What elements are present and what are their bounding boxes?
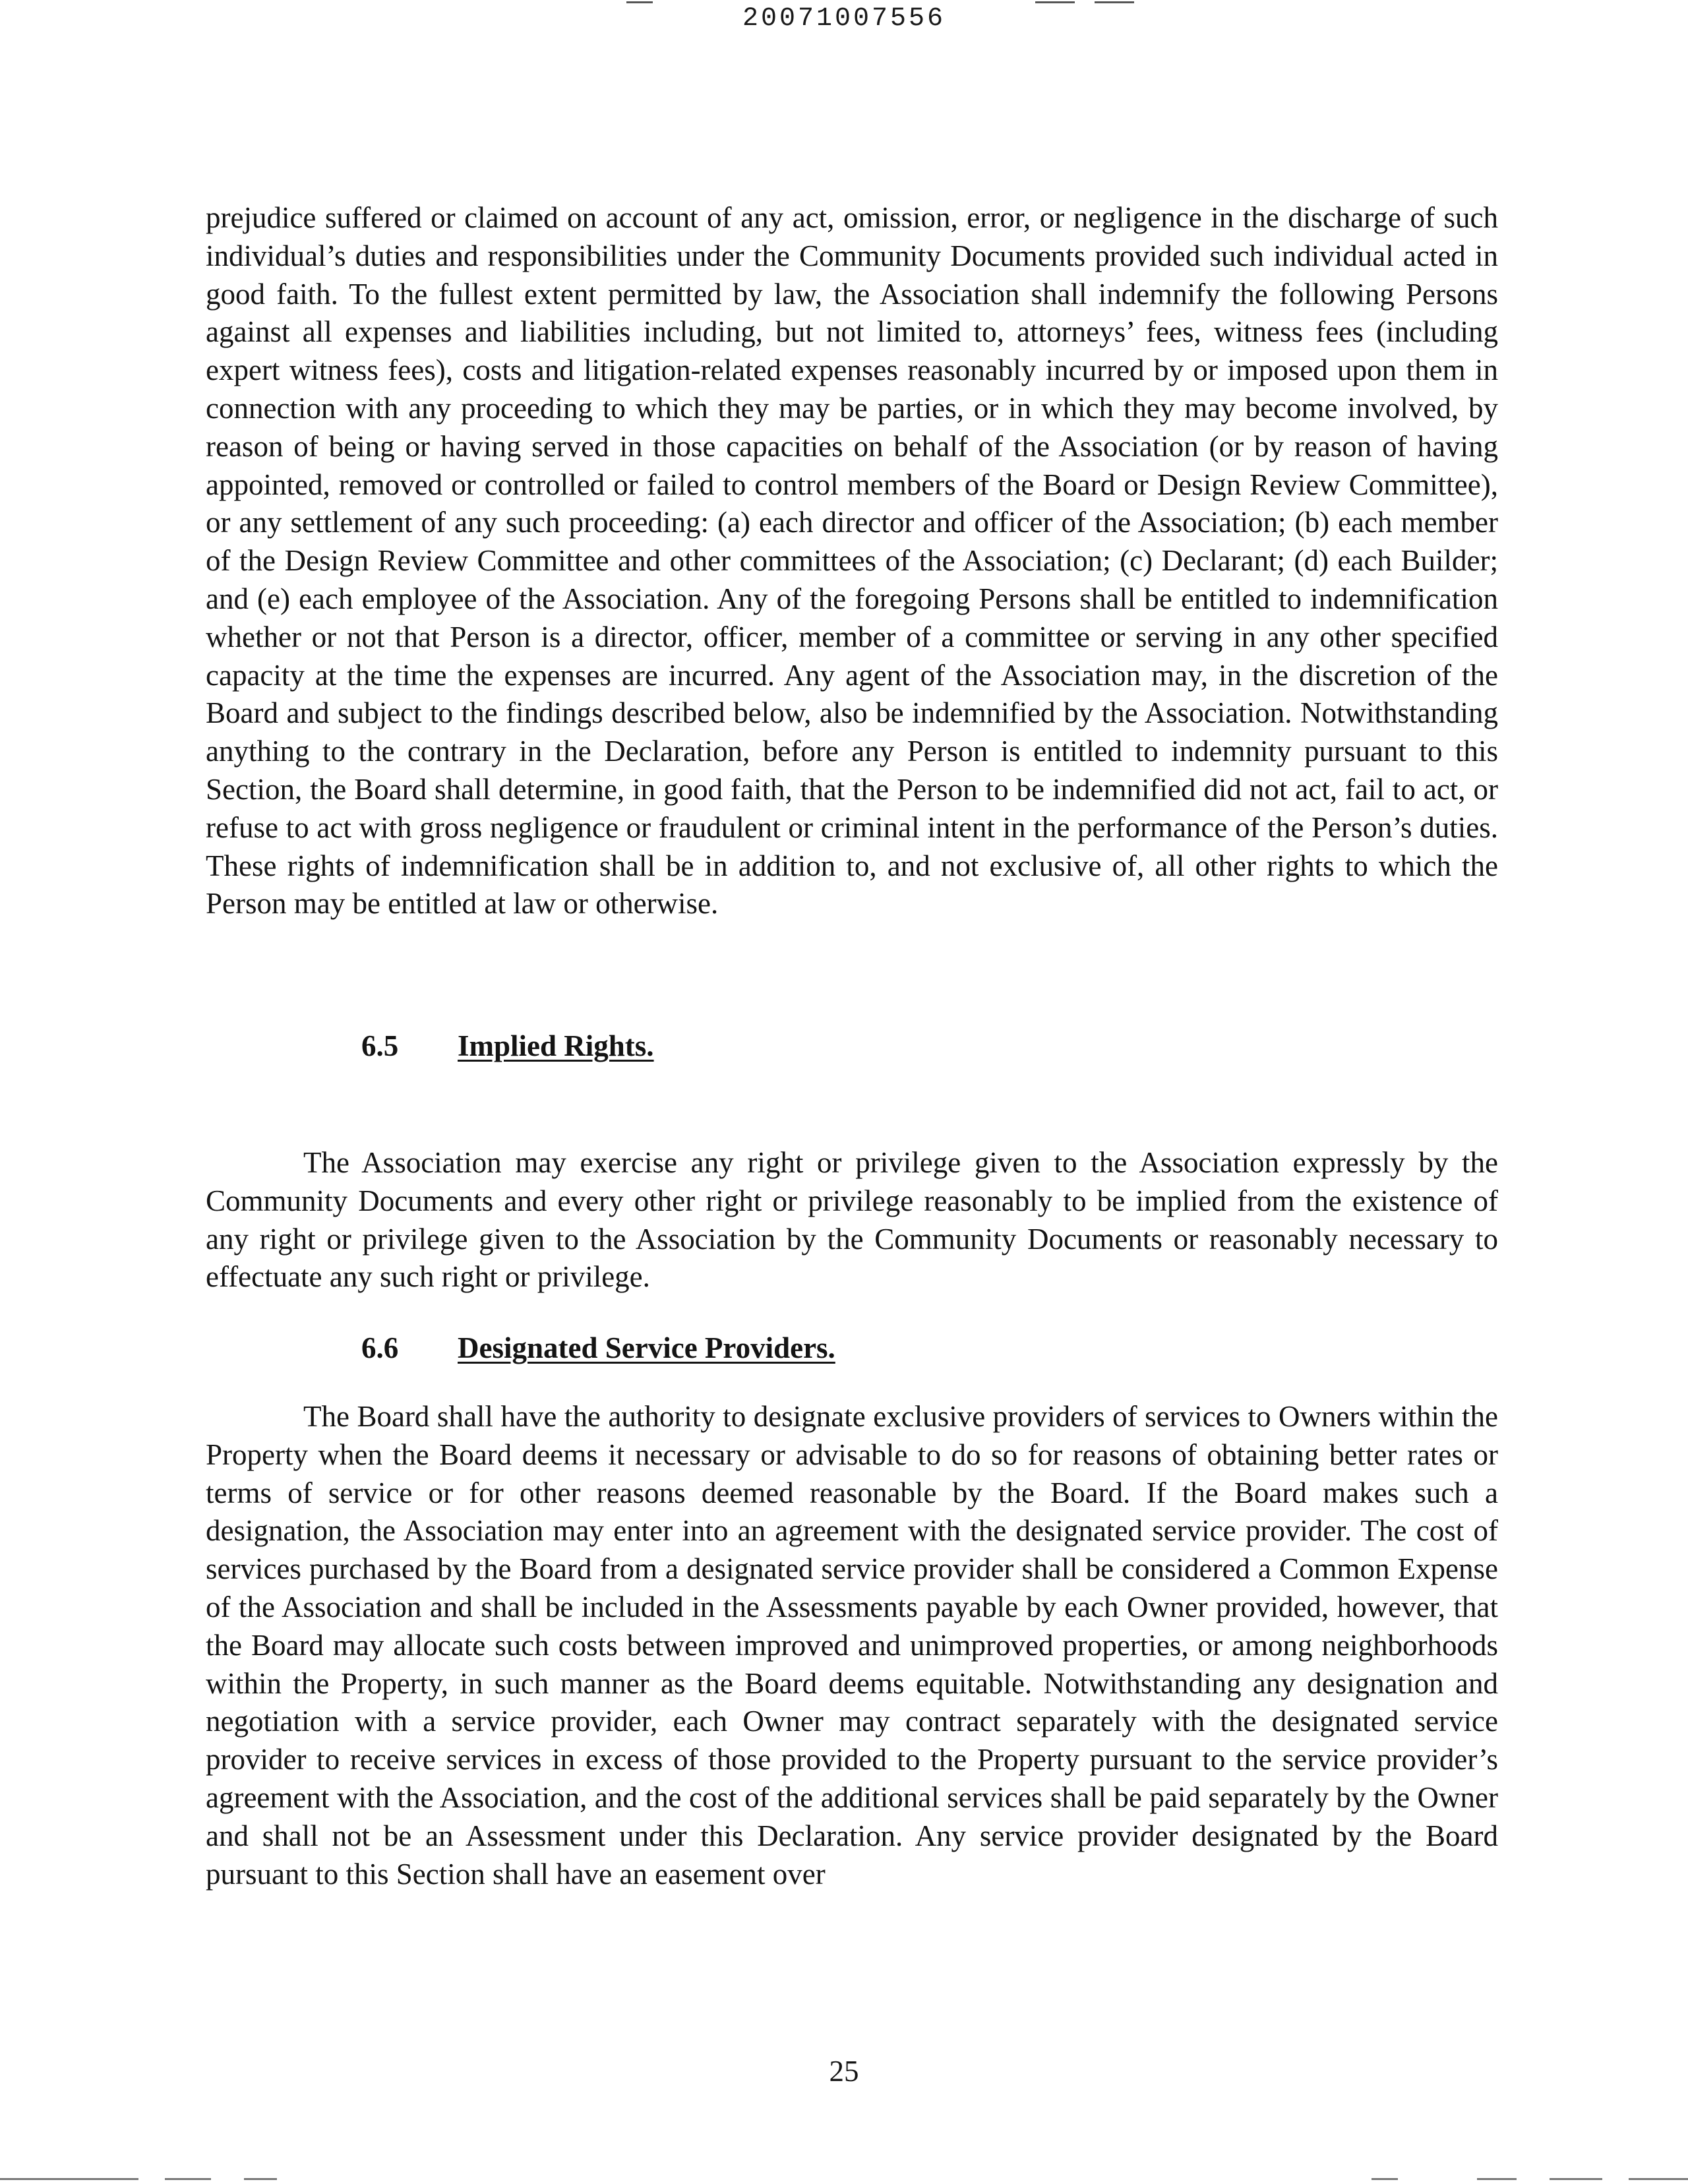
scan-edge-mark: [1372, 2178, 1398, 2180]
section-title: Designated Service Providers.: [458, 1331, 835, 1364]
document-number: 20071007556: [742, 4, 946, 34]
paragraph-implied-rights: The Association may exercise any right or privilege given to the Association expressly by the Community Documents and every other right or privilege reasonably to be implied from the existence of any right or privilege given to the Association by the Community Documents or reasonably necessary to effectuate any such right or privilege.: [206, 1146, 1498, 1294]
scan-mark: [626, 1, 653, 3]
scan-edge-mark: [244, 2178, 277, 2180]
scan-mark: [1035, 1, 1075, 3]
section-heading-implied-rights: [361, 1029, 654, 1063]
section-number: 6.6: [361, 1331, 399, 1364]
paragraph-indemnification-continuation: prejudice suffered or claimed on account of any act, omission, error, or negligence in the discharge of such individual’s duties and responsibilities under the Community Documents provided such individual acted in good faith. To the fullest extent permitted by law, the Association shall indemnify the following Persons against all expenses and liabilities including, but not limited to, attorneys’ fees, witness fees (including expert witness fees), costs and litigation-related expenses reasonably incurred by or imposed upon them in connection with any proceeding to which they may be parties, or in which they may become involved, by reason of being or having served in those capacities on behalf of the Association (or by reason of having appointed, removed or controlled or failed to control members of the Board or Design Review Committee), or any settlement of any such proceeding: (a) each director and officer of the Association; (b) each member of the Design Review Committee and other committees of the Association; (c) Declarant; (d) each Builder; and (e) each employee of the Association. Any of the foregoing Persons shall be entitled to indemnification whether or not that Person is a director, officer, member of a committee or serving in any other specified capacity at the time the expenses are incurred. Any agent of the Association may, in the discretion of the Board and subject to the findings described below, also be indemnified by the Association. Notwithstanding anything to the contrary in the Declaration, before any Person is entitled to indemnity pursuant to this Section, the Board shall determine, in good faith, that the Person to be indemnified did not act, fail to act, or refuse to act with gross negligence or fraudulent or criminal intent in the performance of the Person’s duties. These rights of indemnification shall be in addition to, and not exclusive of, all other rights to which the Person may be entitled at law or otherwise.: [206, 201, 1498, 921]
scan-edge-mark: [165, 2178, 211, 2180]
scan-edge-mark: [1477, 2178, 1517, 2180]
paragraph-designated-service-providers: The Board shall have the authority to designate exclusive providers of services to Owners within the Property when the Board deems it necessary or advisable to do so for reasons of obtaining better rates or terms of service or for other reasons deemed reasonable by the Board. If the Board makes such a designation, the Association may enter into an agreement with the designated service provider. The cost of services purchased by the Board from a designated service provider shall be considered a Common Expense of the Association and shall be included in the Assessments payable by each Owner provided, however, that the Board may allocate such costs between improved and unimproved properties, or among neighborhoods within the Property, in such manner as the Board deems equitable. Notwithstanding any designation and negotiation with a service provider, each Owner may contract separately with the designated service provider to receive services in excess of those provided to the Property pursuant to the service provider’s agreement with the Association, and the cost of the additional services shall be paid separately by the Owner and shall not be an Assessment under this Declaration. Any service provider designated by the Board pursuant to this Section shall have an easement over: [206, 1400, 1498, 1891]
scan-edge-mark: [0, 2178, 138, 2180]
section-number: 6.5: [361, 1029, 399, 1062]
section-title: Implied Rights.: [458, 1029, 654, 1062]
page-number: 25: [829, 2055, 859, 2088]
scan-edge-mark: [1629, 2178, 1688, 2180]
section-heading-designated-service-providers: [361, 1331, 835, 1365]
scan-mark: [1095, 1, 1134, 3]
scan-edge-mark: [1550, 2178, 1602, 2180]
